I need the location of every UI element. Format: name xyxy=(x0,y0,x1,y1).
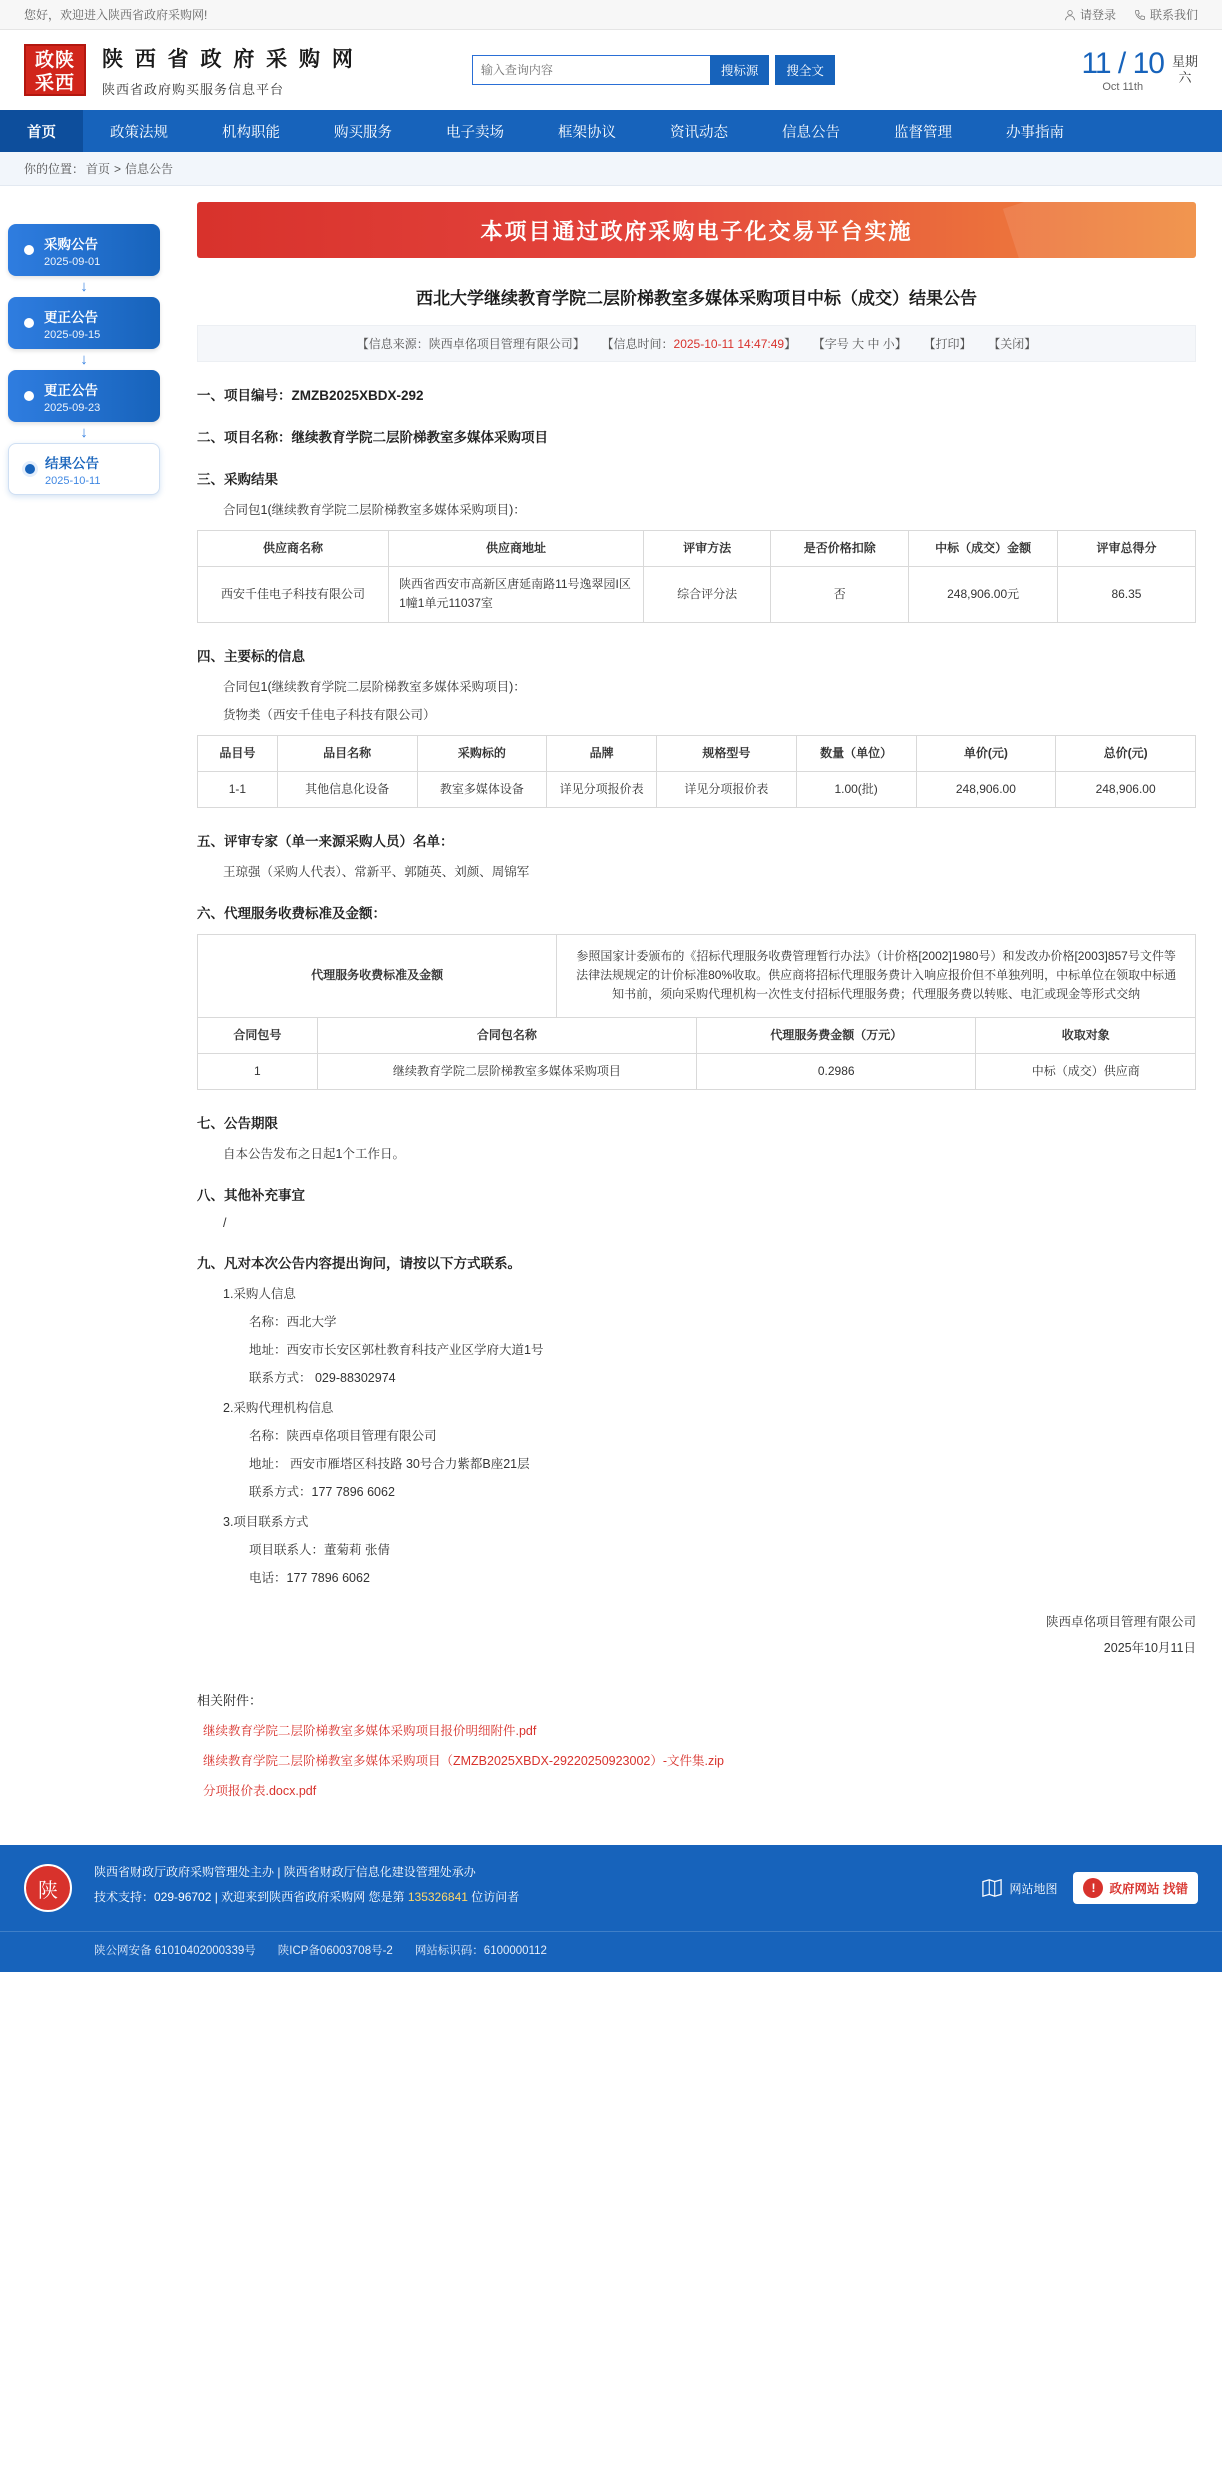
section-agency-fee: 六、代理服务收费标准及金额： xyxy=(197,905,386,921)
th-supplier-address: 供应商地址 xyxy=(389,531,644,567)
th-supplier-name: 供应商名称 xyxy=(198,531,389,567)
print-button[interactable]: 【打印】 xyxy=(923,337,972,351)
th-item-name: 品目名称 xyxy=(277,735,417,771)
th-spec: 规格型号 xyxy=(657,735,797,771)
announcement-content xyxy=(185,202,1222,1799)
contact-block-title-purchaser: 1.采购人信息 xyxy=(223,1286,296,1301)
step-dot-icon xyxy=(24,245,34,255)
cell-total-price: 248,906.00 xyxy=(1056,771,1196,807)
th-quantity: 数量（单位） xyxy=(796,735,916,771)
site-logo[interactable] xyxy=(24,44,86,96)
megaphone-icon: ! xyxy=(1083,1878,1103,1898)
cell-total-score: 86.35 xyxy=(1057,567,1195,622)
th-fee-amount: 代理服务费金额（万元） xyxy=(696,1017,975,1053)
agency-fee-detail-table xyxy=(197,1017,1196,1090)
section-announcement-period: 七、公告期限 xyxy=(197,1115,278,1131)
step-arrow-icon: ↓ xyxy=(80,351,88,368)
announcement-period-text: 自本公告发布之日起1个工作日。 xyxy=(223,1146,405,1161)
cell-item-no: 1-1 xyxy=(198,771,278,807)
th-target: 采购标的 xyxy=(417,735,547,771)
site-subtitle: 陕西省政府购买服务信息平台 xyxy=(102,81,285,97)
cell-item-name: 其他信息化设备 xyxy=(277,771,417,807)
meta-time-label: 【信息时间： xyxy=(601,337,674,351)
site-footer xyxy=(0,1845,1222,1931)
agency-phone: 联系方式：177 7896 6062 xyxy=(249,1484,395,1499)
cell-supplier-name: 西安千佳电子科技有限公司 xyxy=(198,567,389,622)
th-winning-amount: 中标（成交）金额 xyxy=(909,531,1058,567)
footer-tech-suffix: 位访问者 xyxy=(471,1890,520,1905)
step-dot-icon xyxy=(24,391,34,401)
step-arrow-icon: ↓ xyxy=(80,278,88,295)
site-map-button[interactable] xyxy=(981,1878,1057,1898)
step-title: 更正公告 xyxy=(44,309,98,325)
footer-bottom-bar xyxy=(0,1931,1222,1972)
table-header-row xyxy=(198,1017,1196,1053)
site-header xyxy=(0,30,1222,110)
cell-package-no: 1 xyxy=(198,1053,318,1089)
search-input[interactable] xyxy=(472,55,710,85)
signature-block xyxy=(197,1612,1196,1656)
agency-address: 地址： 西安市雁塔区科技路 30号合力紫都B座21层 xyxy=(249,1456,530,1471)
step-title: 结果公告 xyxy=(45,455,99,471)
cell-fee-amount: 0.2986 xyxy=(696,1053,975,1089)
cell-quantity: 1.00(批) xyxy=(796,771,916,807)
logo-line-2: 采西 xyxy=(34,73,75,94)
section-main-target-info: 四、主要标的信息 xyxy=(197,648,305,664)
search-fulltext-button[interactable]: 搜全文 xyxy=(775,55,835,85)
cell-package-name: 继续教育学院二层阶梯教室多媒体采购项目 xyxy=(317,1053,696,1089)
main-nav xyxy=(0,110,1222,152)
target-category-label: 货物类（西安千佳电子科技有限公司） xyxy=(223,707,436,722)
login-label: 请登录 xyxy=(1079,8,1116,22)
breadcrumb xyxy=(0,152,1222,186)
other-matters-text: / xyxy=(223,1215,227,1230)
th-fee-payer: 收取对象 xyxy=(976,1017,1196,1053)
meta-source-label: 【信息来源： xyxy=(356,337,429,351)
date-main: 11 / 10 xyxy=(1081,47,1164,80)
th-price-deduction: 是否价格扣除 xyxy=(771,531,909,567)
attachment-link-2[interactable]: 继续教育学院二层阶梯教室多媒体采购项目（ZMZB2025XBDX-29220250923002）-文件集.zip xyxy=(203,1753,724,1768)
site-identifier: 网站标识码：6100000112 xyxy=(414,1945,547,1958)
cell-fee-standard-text: 参照国家计委颁布的《招标代理服务收费管理暂行办法》（计价格[2002]1980号）和发改办价格[2003]857号文件等法律法规规定的计价标准80%收取。供应商将招标代理服务费计入响应报价但不单独列明，中标单位在领取中标通知书前，须向采购代理机构一次性支付招标代理服务费；代理服务费以转账、电汇或现金等形式交纳 xyxy=(557,934,1196,1017)
weekday-line-2: 六 xyxy=(1178,70,1192,85)
th-total-score: 评审总得分 xyxy=(1057,531,1195,567)
step-title: 采购公告 xyxy=(44,236,98,252)
icp-record-link[interactable]: 陕ICP备06003708号-2 xyxy=(277,1945,393,1958)
phone-icon xyxy=(1134,9,1146,21)
winner-table xyxy=(197,530,1196,623)
agency-fee-table xyxy=(197,934,1196,1018)
contact-label: 联系我们 xyxy=(1149,8,1198,22)
step-arrow-icon: ↓ xyxy=(80,424,88,441)
footer-org-line: 陕西省财政厅政府采购管理处主办 | 陕西省财政厅信息化建设管理处承办 xyxy=(94,1864,476,1879)
nav-item-announcements[interactable]: 信息公告 xyxy=(782,124,840,141)
step-date: 2025-09-01 xyxy=(44,255,101,268)
government-seal-icon: 陕 xyxy=(24,1864,72,1912)
gov-site-error-report-button[interactable] xyxy=(1073,1872,1198,1904)
table-header-row xyxy=(198,735,1196,771)
th-brand: 品牌 xyxy=(547,735,657,771)
purchaser-name: 名称：西北大学 xyxy=(249,1314,337,1329)
footer-right-block xyxy=(981,1872,1198,1904)
cell-brand: 详见分项报价表 xyxy=(547,771,657,807)
signature-date: 2025年10月11日 xyxy=(1103,1640,1196,1655)
section-project-name: 二、项目名称：继续教育学院二层阶梯教室多媒体采购项目 xyxy=(197,430,548,445)
nav-item-guide[interactable]: 办事指南 xyxy=(1006,124,1064,141)
result-package-label: 合同包1(继续教育学院二层阶梯教室多媒体采购项目)： xyxy=(223,503,526,517)
nav-item-purchase-service[interactable]: 购买服务 xyxy=(334,124,392,141)
police-record-link[interactable]: 陕公网安备 61010402000339号 xyxy=(94,1945,256,1958)
cell-winning-amount: 248,906.00元 xyxy=(909,567,1058,622)
step-result-announcement[interactable] xyxy=(8,443,160,495)
top-bar xyxy=(0,0,1222,30)
cell-review-method: 综合评分法 xyxy=(643,567,770,622)
close-button[interactable]: 【关闭】 xyxy=(988,337,1037,351)
site-title-block xyxy=(102,43,356,98)
section-contact: 九、凡对本次公告内容提出询问，请按以下方式联系。 xyxy=(197,1255,521,1271)
site-name: 陕 西 省 政 府 采 购 网 xyxy=(102,47,356,71)
nav-item-policy[interactable]: 政策法规 xyxy=(110,124,168,141)
attachment-link-1[interactable]: 继续教育学院二层阶梯教室多媒体采购项目报价明细附件.pdf xyxy=(203,1723,537,1738)
progress-steps xyxy=(8,224,185,495)
step-purchase-announcement[interactable] xyxy=(8,224,160,276)
nav-item-news[interactable]: 资讯动态 xyxy=(670,124,728,141)
th-unit-price: 单价(元) xyxy=(916,735,1056,771)
step-date: 2025-09-23 xyxy=(44,401,101,414)
date-sub: Oct 11th xyxy=(1102,81,1144,93)
weekday-line-1: 星期 xyxy=(1171,54,1198,69)
breadcrumb-home[interactable]: 首页 xyxy=(86,162,111,176)
site-map-label: 网站地图 xyxy=(1009,1881,1058,1896)
th-package-name: 合同包名称 xyxy=(317,1017,696,1053)
cell-price-deduction: 否 xyxy=(771,567,909,622)
step-date: 2025-10-11 xyxy=(45,474,101,487)
date-widget xyxy=(1081,47,1198,93)
agency-name: 名称：陕西卓佲项目管理有限公司 xyxy=(249,1428,437,1443)
project-contact-person: 项目联系人：董菊莉 张倩 xyxy=(249,1542,390,1557)
table-row xyxy=(198,771,1196,807)
cell-unit-price: 248,906.00 xyxy=(916,771,1056,807)
meta-time-value: 2025-10-11 14:47:49 xyxy=(673,337,785,351)
step-dot-icon xyxy=(25,464,35,474)
sidebar xyxy=(0,202,185,1799)
gov-badge-label-2: 找错 xyxy=(1162,1882,1188,1897)
purchaser-address: 地址：西安市长安区郭杜教育科技产业区学府大道1号 xyxy=(249,1342,544,1357)
signature-org: 陕西卓佲项目管理有限公司 xyxy=(1045,1614,1196,1629)
footer-text-block xyxy=(94,1863,519,1913)
section-review-experts: 五、评审专家（单一来源采购人员）名单： xyxy=(197,833,454,849)
contact-link[interactable] xyxy=(1134,6,1198,23)
meta-source-end: 】 xyxy=(572,337,585,351)
cell-fee-standard-label: 代理服务收费标准及金额 xyxy=(198,934,557,1017)
user-icon xyxy=(1064,9,1076,21)
contact-block-title-agency: 2.采购代理机构信息 xyxy=(223,1400,334,1415)
nav-item-framework[interactable]: 框架协议 xyxy=(558,124,616,141)
purchaser-phone: 联系方式： 029-88302974 xyxy=(249,1370,396,1385)
breadcrumb-current: 信息公告 xyxy=(125,162,174,176)
login-link[interactable] xyxy=(1064,6,1116,23)
gov-badge-label-1: 政府网站 xyxy=(1109,1882,1160,1897)
platform-banner: 本项目通过政府采购电子化交易平台实施 xyxy=(197,202,1196,258)
search-bar xyxy=(472,55,835,85)
step-title: 更正公告 xyxy=(44,382,98,398)
th-review-method: 评审方法 xyxy=(643,531,770,567)
section-other-matters: 八、其他补充事宜 xyxy=(197,1187,305,1203)
attachment-link-3[interactable]: 分项报价表.docx.pdf xyxy=(203,1783,317,1798)
search-source-button[interactable]: 搜标源 xyxy=(710,55,770,85)
review-experts-list: 王琼强（采购人代表）、常新平、郭随英、刘颜、周锦军 xyxy=(223,864,530,879)
step-correction-announcement-2[interactable] xyxy=(8,370,160,422)
table-row xyxy=(198,934,1196,1017)
section-purchase-result: 三、采购结果 xyxy=(197,472,278,487)
map-icon xyxy=(981,1878,1003,1898)
target-table xyxy=(197,735,1196,808)
table-header-row xyxy=(198,531,1196,567)
font-size-control[interactable]: 【字号 大 中 小】 xyxy=(812,337,907,351)
logo-line-1: 政陕 xyxy=(34,50,75,71)
table-row xyxy=(198,567,1196,622)
step-dot-icon xyxy=(24,318,34,328)
doc-meta-bar xyxy=(197,325,1196,362)
nav-item-supervision[interactable]: 监督管理 xyxy=(894,124,952,141)
meta-time-end: 】 xyxy=(784,337,797,351)
table-row xyxy=(198,1053,1196,1089)
attachments-title: 相关附件： xyxy=(197,1692,263,1708)
page-layout xyxy=(0,186,1222,1819)
page-title: 西北大学继续教育学院二层阶梯教室多媒体采购项目中标（成交）结果公告 xyxy=(416,289,977,308)
nav-item-functions[interactable]: 机构职能 xyxy=(222,124,280,141)
project-contact-phone: 电话：177 7896 6062 xyxy=(249,1570,370,1585)
th-total-price: 总价(元) xyxy=(1056,735,1196,771)
step-date: 2025-09-15 xyxy=(44,328,101,341)
nav-item-emarket[interactable]: 电子卖场 xyxy=(446,124,504,141)
section-project-number: 一、项目编号：ZMZB2025XBDX-292 xyxy=(197,388,424,403)
th-package-no: 合同包号 xyxy=(198,1017,318,1053)
footer-visit-count: 135326841 xyxy=(407,1890,468,1905)
top-greeting: 您好，欢迎进入陕西省政府采购网! xyxy=(24,8,208,22)
footer-tech-prefix: 技术支持：029-96702 | 欢迎来到陕西省政府采购网 您是第 xyxy=(94,1890,405,1905)
attachments-list xyxy=(197,1721,1196,1799)
contact-block-title-project: 3.项目联系方式 xyxy=(223,1514,309,1529)
step-correction-announcement-1[interactable] xyxy=(8,297,160,349)
cell-fee-payer: 中标（成交）供应商 xyxy=(976,1053,1196,1089)
meta-source-value: 陕西卓佲项目管理有限公司 xyxy=(428,337,573,351)
cell-target: 教室多媒体设备 xyxy=(417,771,547,807)
breadcrumb-prefix: 你的位置： xyxy=(24,162,85,176)
breadcrumb-separator: > xyxy=(114,161,122,176)
cell-spec: 详见分项报价表 xyxy=(657,771,797,807)
nav-item-home[interactable]: 首页 xyxy=(0,110,83,152)
target-package-label: 合同包1(继续教育学院二层阶梯教室多媒体采购项目)： xyxy=(223,679,526,694)
cell-supplier-address: 陕西省西安市高新区唐延南路11号逸翠园I区1幢1单元11037室 xyxy=(389,567,644,622)
th-item-no: 品目号 xyxy=(198,735,278,771)
